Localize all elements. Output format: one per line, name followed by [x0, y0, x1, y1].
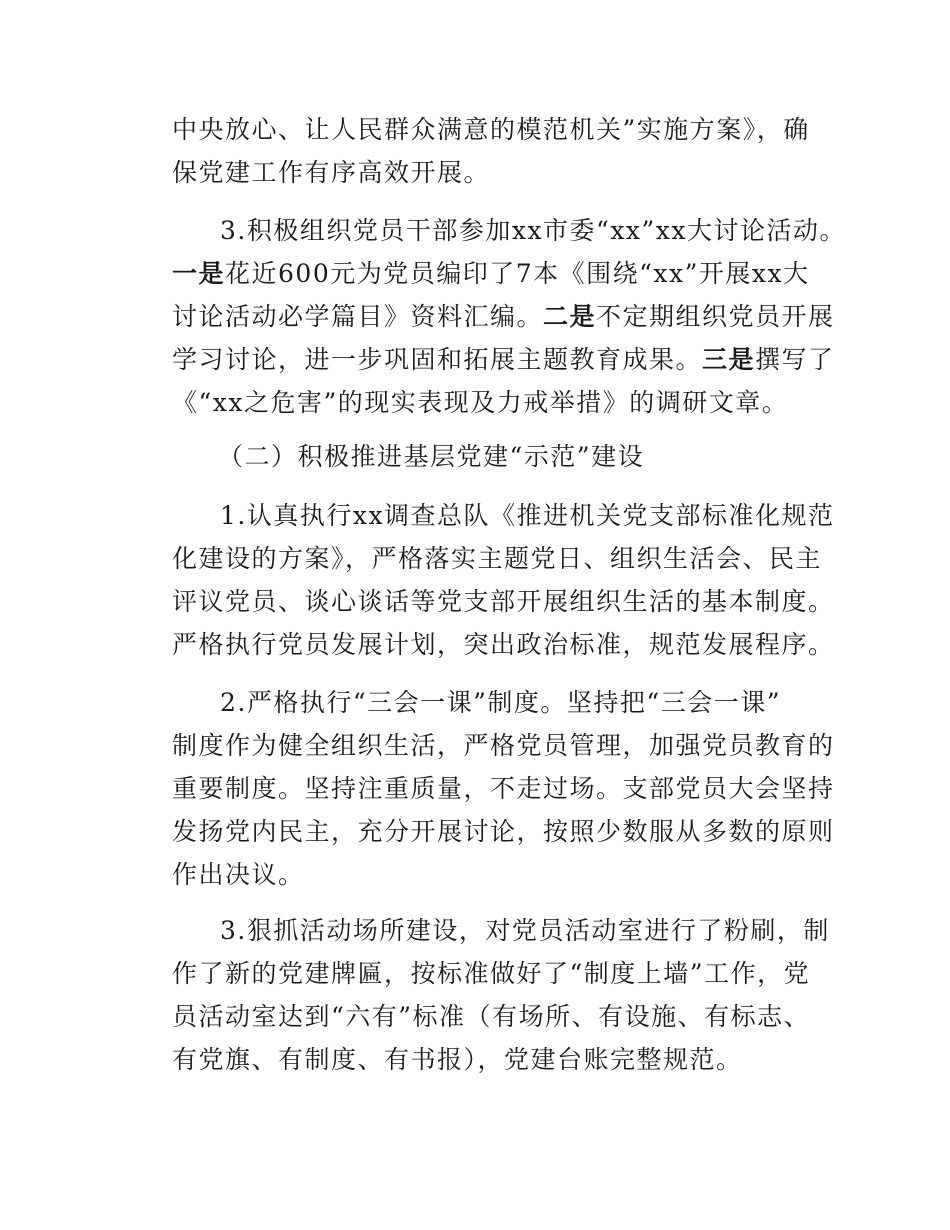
text-line: 3.积极组织党员干部参加xx市委“xx”xx大讨论活动。	[220, 216, 847, 245]
text-line	[172, 338, 835, 381]
text-line: 发扬党内民主，充分开展讨论，按照少数服从多数的原则	[172, 817, 835, 846]
text-line: 重要制度。坚持注重质量，不走过场。支部党员大会坚持	[172, 774, 835, 803]
text-line: 2.严格执行“三会一课”制度。坚持把“三会一课”	[220, 688, 781, 717]
text-line	[172, 252, 832, 295]
text-line: 作出决议。	[172, 860, 305, 889]
paragraph-implementation-plan	[172, 108, 832, 194]
text-line: 有党旗、有制度、有书报），党建台账完整规范。	[172, 1045, 743, 1074]
emphasis-first: 一是	[172, 259, 226, 288]
text-line: 严格执行党员发展计划，突出政治标准，规范发展程序。	[172, 630, 835, 659]
emphasis-third: 三是	[702, 345, 756, 374]
text-segment: 不定期组织党员开展	[596, 302, 835, 331]
section-heading: （二）积极推进基层党建“示范”建设	[218, 442, 645, 471]
emphasis-second: 二是	[543, 302, 597, 331]
paragraph-activity-room	[172, 909, 832, 1081]
text-line: 保党建工作有序高效开展。	[172, 158, 491, 187]
paragraph-standardization	[172, 494, 835, 666]
text-line: 员活动室达到“六有”标准（有场所、有设施、有标志、	[172, 1002, 811, 1031]
text-segment: 撰写了	[755, 345, 835, 374]
text-line	[172, 295, 835, 338]
text-line: 化建设的方案》，严格落实主题党日、组织生活会、民主	[172, 544, 823, 573]
paragraph-three-meetings	[172, 681, 835, 896]
text-segment: 学习讨论，进一步巩固和拓展主题教育成果。	[172, 345, 703, 374]
text-line: 评议党员、谈心谈话等党支部开展组织生活的基本制度。	[172, 587, 835, 616]
paragraph-discussion-activity	[172, 209, 847, 424]
text-segment: 讨论活动必学篇目》资料汇编。	[172, 302, 544, 331]
text-line: 作了新的党建牌匾，按标准做好了“制度上墙”工作，党	[172, 959, 811, 988]
text-line: 中央放心、让人民群众满意的模范机关”实施方案》，确	[172, 115, 810, 144]
text-line: 制度作为健全组织生活，严格党员管理，加强党员教育的	[172, 731, 835, 760]
text-line: 1.认真执行xx调查总队《推进机关党支部标准化规范	[220, 501, 835, 530]
text-line: 《“xx之危害”的现实表现及力戒举措》的调研文章。	[172, 388, 789, 417]
text-segment: 花近600元为党员编印了7本《围绕“xx”开展xx大	[225, 259, 810, 288]
text-line: 3.狠抓活动场所建设，对党员活动室进行了粉刷，制	[220, 916, 830, 945]
